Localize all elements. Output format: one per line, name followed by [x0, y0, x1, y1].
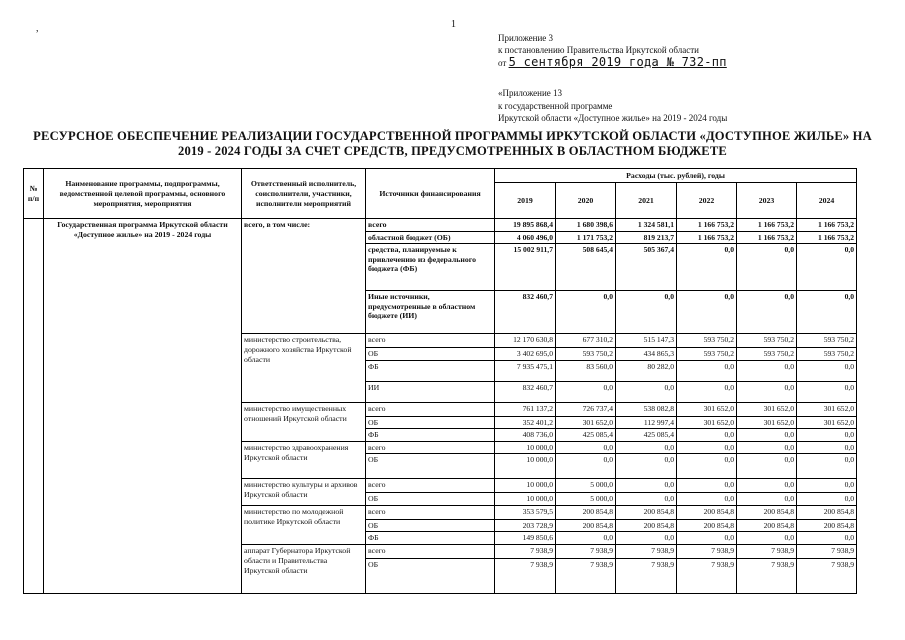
expense-value-2024: 0,0 [797, 291, 857, 334]
responsible-executor: министерство здравоохранения Иркутской области [242, 441, 366, 479]
expense-value-2019: 7 938,9 [495, 558, 556, 593]
appendix-13-header [498, 87, 727, 125]
expense-value-2019: 7 938,9 [495, 544, 556, 558]
expense-value-2021: 0,0 [616, 532, 677, 545]
expense-value-2020: 1 171 753,2 [556, 231, 616, 244]
expense-value-2020: 0,0 [556, 532, 616, 545]
expense-value-2019: 10 000,0 [495, 454, 556, 479]
funding-source: ФБ [366, 360, 495, 381]
expense-value-2022: 1 166 753,2 [677, 219, 737, 232]
expense-value-2023: 7 938,9 [737, 544, 797, 558]
expense-value-2021: 0,0 [616, 381, 677, 402]
funding-source: ОБ [366, 558, 495, 593]
expense-value-2019: 832 460,7 [495, 381, 556, 402]
expense-value-2020: 0,0 [556, 381, 616, 402]
expense-value-2021: 0,0 [616, 454, 677, 479]
expense-value-2024: 301 652,0 [797, 416, 857, 429]
appendix2-line-3: Иркутской области «Доступное жилье» на 2019 - 2024 годы [498, 113, 728, 123]
expense-value-2024: 593 750,2 [797, 348, 857, 361]
expense-value-2021: 7 938,9 [616, 544, 677, 558]
expense-value-2021: 200 854,8 [616, 505, 677, 519]
expense-value-2019: 353 579,5 [495, 505, 556, 519]
header-year-2021: 2021 [616, 183, 677, 219]
expense-value-2023: 0,0 [737, 479, 797, 493]
funding-source: всего [366, 402, 495, 416]
corner-mark: , [36, 23, 39, 34]
expense-value-2021: 7 938,9 [616, 558, 677, 593]
expense-value-2021: 80 282,0 [616, 360, 677, 381]
expense-value-2022: 200 854,8 [677, 519, 737, 532]
expense-value-2020: 83 560,0 [556, 360, 616, 381]
row-number-cell [24, 219, 44, 594]
funding-source: ОБ [366, 519, 495, 532]
expense-value-2020: 7 938,9 [556, 544, 616, 558]
expense-value-2024: 0,0 [797, 532, 857, 545]
expense-value-2019: 408 736,0 [495, 429, 556, 442]
funding-source: всего [366, 441, 495, 454]
funding-source: ОБ [366, 416, 495, 429]
header-year-2024: 2024 [797, 183, 857, 219]
expense-value-2022: 0,0 [677, 291, 737, 334]
expense-value-2020: 0,0 [556, 441, 616, 454]
expense-value-2023: 200 854,8 [737, 505, 797, 519]
expense-value-2020: 593 750,2 [556, 348, 616, 361]
expense-value-2020: 200 854,8 [556, 519, 616, 532]
funding-source: ОБ [366, 493, 495, 506]
expense-value-2024: 0,0 [797, 493, 857, 506]
funding-source: ИИ [366, 381, 495, 402]
expense-value-2019: 203 728,9 [495, 519, 556, 532]
responsible-executor: всего, в том числе: [242, 219, 366, 334]
expense-value-2022: 301 652,0 [677, 416, 737, 429]
expense-value-2024: 0,0 [797, 244, 857, 291]
expense-value-2021: 505 367,4 [616, 244, 677, 291]
expense-value-2022: 0,0 [677, 493, 737, 506]
expense-value-2022: 593 750,2 [677, 348, 737, 361]
expense-value-2023: 0,0 [737, 441, 797, 454]
expense-value-2023: 0,0 [737, 381, 797, 402]
expense-value-2024: 1 166 753,2 [797, 219, 857, 232]
header-sources: Источники финансирования [366, 169, 495, 219]
expense-value-2021: 538 082,8 [616, 402, 677, 416]
expense-value-2021: 0,0 [616, 291, 677, 334]
expense-value-2023: 0,0 [737, 429, 797, 442]
expense-value-2024: 1 166 753,2 [797, 231, 857, 244]
expense-value-2023: 0,0 [737, 291, 797, 334]
expense-value-2020: 508 645,4 [556, 244, 616, 291]
expense-value-2022: 0,0 [677, 479, 737, 493]
expense-value-2024: 200 854,8 [797, 505, 857, 519]
page-number: 1 [451, 19, 456, 30]
funding-source: всего [366, 505, 495, 519]
expense-value-2019: 12 170 630,8 [495, 334, 556, 348]
expense-value-2022: 7 938,9 [677, 544, 737, 558]
expense-value-2023: 0,0 [737, 532, 797, 545]
funding-source: средства, планируемые к привлечению из федерального бюджета (ФБ) [366, 244, 495, 291]
expense-value-2022: 1 166 753,2 [677, 231, 737, 244]
appendix2-line-2: к государственной программе [498, 100, 613, 111]
appendix-date-value: 5 сентября 2019 года № 732-пп [508, 55, 727, 69]
expense-value-2022: 7 938,9 [677, 558, 737, 593]
funding-source: всего [366, 544, 495, 558]
header-num: № п/п [24, 169, 44, 219]
funding-source: Иные источники, предусмотренные в областном бюджете (ИИ) [366, 291, 495, 334]
expense-value-2019: 832 460,7 [495, 291, 556, 334]
expense-value-2020: 1 680 398,6 [556, 219, 616, 232]
expense-value-2022: 0,0 [677, 532, 737, 545]
expense-value-2020: 0,0 [556, 454, 616, 479]
appendix-header [498, 32, 727, 69]
expense-value-2019: 761 137,2 [495, 402, 556, 416]
expense-value-2021: 200 854,8 [616, 519, 677, 532]
funding-source: ФБ [366, 429, 495, 442]
expense-value-2022: 0,0 [677, 429, 737, 442]
funding-source: ФБ [366, 532, 495, 545]
expense-value-2023: 1 166 753,2 [737, 231, 797, 244]
expense-value-2020: 0,0 [556, 291, 616, 334]
expense-value-2022: 200 854,8 [677, 505, 737, 519]
responsible-executor: министерство по молодежной политике Иркутской области [242, 505, 366, 544]
expense-value-2020: 7 938,9 [556, 558, 616, 593]
appendix-line-2: к постановлению Правительства Иркутской области [498, 45, 699, 55]
expense-value-2022: 0,0 [677, 360, 737, 381]
expense-value-2023: 1 166 753,2 [737, 219, 797, 232]
responsible-executor: аппарат Губернатора Иркутской области и Правительства Иркутской области [242, 544, 366, 593]
expense-value-2019: 10 000,0 [495, 441, 556, 454]
resource-table [23, 168, 857, 594]
expense-value-2020: 5 000,0 [556, 479, 616, 493]
expense-value-2020: 677 310,2 [556, 334, 616, 348]
expense-value-2021: 434 865,3 [616, 348, 677, 361]
header-expenses: Расходы (тыс. рублей), годы [495, 169, 857, 183]
expense-value-2023: 593 750,2 [737, 348, 797, 361]
expense-value-2021: 515 147,3 [616, 334, 677, 348]
expense-value-2024: 7 938,9 [797, 544, 857, 558]
expense-value-2022: 593 750,2 [677, 334, 737, 348]
appendix-date-prefix: от [498, 58, 507, 68]
expense-value-2019: 19 895 868,4 [495, 219, 556, 232]
funding-source: всего [366, 334, 495, 348]
expense-value-2019: 10 000,0 [495, 479, 556, 493]
table-row [24, 219, 857, 232]
expense-value-2022: 301 652,0 [677, 402, 737, 416]
header-year-2023: 2023 [737, 183, 797, 219]
expense-value-2019: 352 401,2 [495, 416, 556, 429]
expense-value-2024: 0,0 [797, 360, 857, 381]
expense-value-2024: 0,0 [797, 479, 857, 493]
expense-value-2023: 301 652,0 [737, 402, 797, 416]
expense-value-2019: 4 060 496,0 [495, 231, 556, 244]
expense-value-2021: 0,0 [616, 441, 677, 454]
expense-value-2021: 0,0 [616, 493, 677, 506]
expense-value-2022: 0,0 [677, 454, 737, 479]
expense-value-2020: 726 737,4 [556, 402, 616, 416]
expense-value-2020: 200 854,8 [556, 505, 616, 519]
expense-value-2019: 7 935 475,1 [495, 360, 556, 381]
expense-value-2024: 0,0 [797, 441, 857, 454]
appendix-date-line [498, 56, 727, 69]
expense-value-2020: 301 652,0 [556, 416, 616, 429]
expense-value-2024: 593 750,2 [797, 334, 857, 348]
expense-value-2022: 0,0 [677, 381, 737, 402]
expense-value-2019: 15 002 911,7 [495, 244, 556, 291]
responsible-executor: министерство строительства, дорожного хозяйства Иркутской области [242, 334, 366, 403]
appendix-line-1: Приложение 3 [498, 33, 554, 43]
expense-value-2023: 0,0 [737, 360, 797, 381]
responsible-executor: министерство имущественных отношений Иркутской области [242, 402, 366, 441]
expense-value-2021: 1 324 581,1 [616, 219, 677, 232]
expense-value-2024: 301 652,0 [797, 402, 857, 416]
document-title: РЕСУРСНОЕ ОБЕСПЕЧЕНИЕ РЕАЛИЗАЦИИ ГОСУДАРСТВЕННОЙ ПРОГРАММЫ ИРКУТСКОЙ ОБЛАСТИ «ДОСТУПНОЕ ЖИЛЬЕ» НА 2019 - 2024 ГОДЫ ЗА СЧЕТ СРЕДСТВ, ПРЕДУСМОТРЕННЫХ В ОБЛАСТНОМ БЮДЖЕТЕ [33, 129, 872, 158]
responsible-executor: министерство культуры и архивов Иркутской области [242, 479, 366, 506]
expense-value-2022: 0,0 [677, 244, 737, 291]
expense-value-2019: 3 402 695,0 [495, 348, 556, 361]
expense-value-2021: 112 997,4 [616, 416, 677, 429]
program-name: Государственная программа Иркутской области «Доступное жилье» на 2019 - 2024 годы [44, 219, 242, 594]
expense-value-2020: 425 085,4 [556, 429, 616, 442]
expense-value-2024: 200 854,8 [797, 519, 857, 532]
expense-value-2022: 0,0 [677, 441, 737, 454]
expense-value-2021: 0,0 [616, 479, 677, 493]
header-year-2020: 2020 [556, 183, 616, 219]
expense-value-2023: 200 854,8 [737, 519, 797, 532]
header-year-2019: 2019 [495, 183, 556, 219]
expense-value-2023: 593 750,2 [737, 334, 797, 348]
expense-value-2021: 819 213,7 [616, 231, 677, 244]
expense-value-2024: 0,0 [797, 454, 857, 479]
header-responsible: Ответственный исполнитель, соисполнители, участники, исполнители мероприятий [242, 169, 366, 219]
expense-value-2023: 0,0 [737, 244, 797, 291]
funding-source: ОБ [366, 348, 495, 361]
header-year-2022: 2022 [677, 183, 737, 219]
expense-value-2024: 0,0 [797, 429, 857, 442]
expense-value-2024: 0,0 [797, 381, 857, 402]
expense-value-2023: 0,0 [737, 454, 797, 479]
funding-source: всего [366, 479, 495, 493]
header-name: Наименование программы, подпрограммы, ведомственной целевой программы, основного мероприятия, мероприятия [44, 169, 242, 219]
expense-value-2019: 149 850,6 [495, 532, 556, 545]
funding-source: областной бюджет (ОБ) [366, 231, 495, 244]
expense-value-2020: 5 000,0 [556, 493, 616, 506]
expense-value-2024: 7 938,9 [797, 558, 857, 593]
appendix2-line-1: «Приложение 13 [498, 88, 563, 98]
funding-source: ОБ [366, 454, 495, 479]
expense-value-2023: 0,0 [737, 493, 797, 506]
expense-value-2023: 301 652,0 [737, 416, 797, 429]
funding-source: всего [366, 219, 495, 232]
expense-value-2019: 10 000,0 [495, 493, 556, 506]
expense-value-2023: 7 938,9 [737, 558, 797, 593]
expense-value-2021: 425 085,4 [616, 429, 677, 442]
